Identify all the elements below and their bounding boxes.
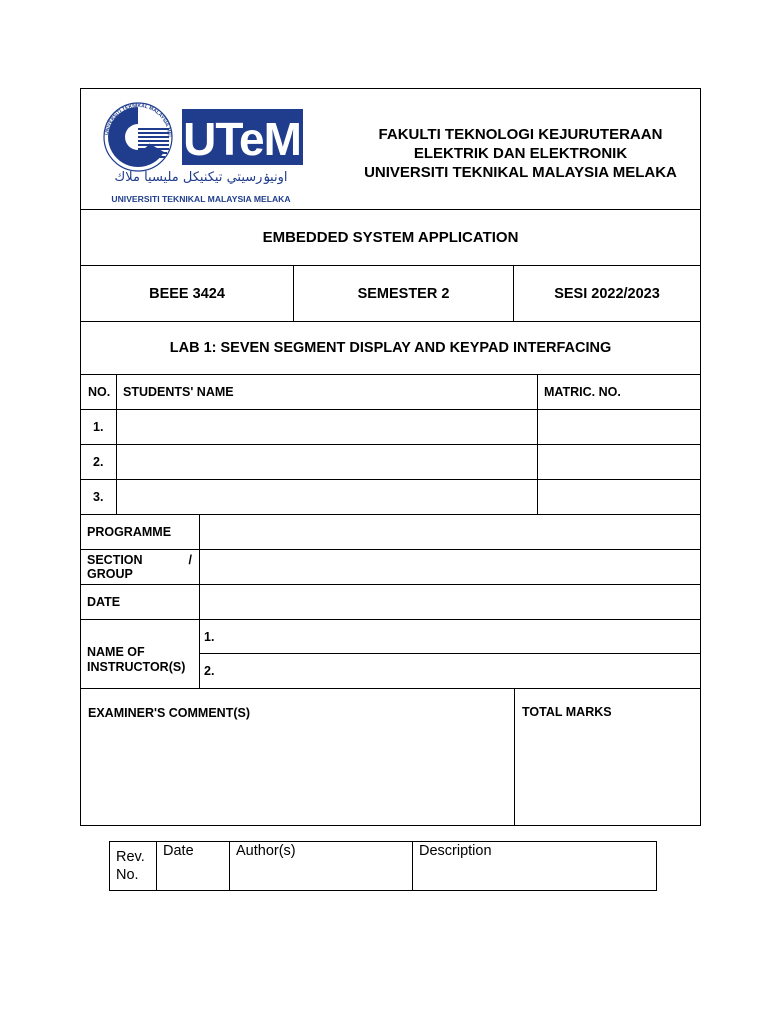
section-group-field[interactable] <box>200 550 700 584</box>
table-row <box>81 410 700 445</box>
header-matric-no: MATRIC. NO. <box>544 385 621 399</box>
rev-authors-header: Author(s) <box>230 842 413 890</box>
examiner-row <box>81 689 700 825</box>
row-number: 3. <box>81 480 117 514</box>
programme-row <box>81 515 700 550</box>
student-name-field[interactable] <box>117 480 538 514</box>
programme-field[interactable] <box>200 515 700 549</box>
programme-label: PROGRAMME <box>81 515 200 549</box>
matric-no-field[interactable] <box>538 410 700 444</box>
slash-label: / <box>188 553 192 567</box>
rev-no-line-1: Rev. <box>116 849 145 865</box>
course-code: BEEE 3424 <box>81 266 294 321</box>
faculty-line-3: UNIVERSITI TEKNIKAL MALAYSIA MELAKA <box>364 163 677 181</box>
instructor-label <box>81 620 200 688</box>
session: SESI 2022/2023 <box>554 285 660 302</box>
lab-title: LAB 1: SEVEN SEGMENT DISPLAY AND KEYPAD INTERFACING <box>81 322 700 375</box>
header-row <box>81 89 700 210</box>
student-name-field[interactable] <box>117 445 538 479</box>
instructor-2-field[interactable]: 2. <box>204 664 215 678</box>
utem-brand-text: UTeM <box>183 113 301 165</box>
rev-no-header <box>110 842 157 890</box>
instructors-row <box>81 620 700 689</box>
date-row <box>81 585 700 620</box>
section-group-row <box>81 550 700 585</box>
table-row <box>81 445 700 480</box>
examiner-comment-box[interactable] <box>81 689 515 825</box>
table-row <box>81 480 700 515</box>
svg-text:UNIVERSITI TEKNIKAL MALAYSIA M: UNIVERSITI TEKNIKAL MALAYSIA MEL <box>104 102 173 139</box>
header-students-name: STUDENTS' NAME <box>117 375 538 409</box>
row-number: 1. <box>81 410 117 444</box>
semester: SEMESTER 2 <box>294 266 514 321</box>
total-marks-label: TOTAL MARKS <box>522 705 612 719</box>
faculty-line-2: ELEKTRIK DAN ELEKTRONIK <box>413 144 628 162</box>
examiner-comment-label: EXAMINER'S COMMENT(S) <box>88 706 250 720</box>
course-title: EMBEDDED SYSTEM APPLICATION <box>81 210 700 266</box>
rev-date-header: Date <box>157 842 230 890</box>
jawi-text: اونيۏرسيتي تيكنيكل مليسيا ملاك <box>114 170 288 185</box>
faculty-title <box>311 89 700 209</box>
rev-no-line-2: No. <box>116 867 139 883</box>
student-name-field[interactable] <box>117 410 538 444</box>
utem-logo-graphic <box>81 89 311 210</box>
university-caption: UNIVERSITI TEKNIKAL MALAYSIA MELAKA <box>111 194 291 204</box>
matric-no-field[interactable] <box>538 445 700 479</box>
faculty-line-1: FAKULTI TEKNOLOGI KEJURUTERAAN <box>378 125 663 143</box>
utem-logo <box>81 89 311 209</box>
instructor-label-line-2: INSTRUCTOR(S) <box>87 660 186 674</box>
date-label: DATE <box>81 585 200 619</box>
revision-table <box>109 841 657 891</box>
row-number: 2. <box>81 445 117 479</box>
header-no: NO. <box>81 375 117 409</box>
course-info-row <box>81 266 700 322</box>
instructor-label-line-1: NAME OF <box>87 645 145 659</box>
section-label: SECTION <box>87 553 143 567</box>
matric-no-field[interactable] <box>538 480 700 514</box>
rev-description-header: Description <box>419 843 492 859</box>
section-group-label <box>81 550 200 584</box>
students-table-header <box>81 375 700 410</box>
instructor-1-field[interactable]: 1. <box>200 620 700 654</box>
lab-cover-form <box>80 88 701 826</box>
group-label: GROUP <box>87 567 133 581</box>
total-marks-box[interactable] <box>515 689 700 825</box>
date-field[interactable] <box>200 585 700 619</box>
